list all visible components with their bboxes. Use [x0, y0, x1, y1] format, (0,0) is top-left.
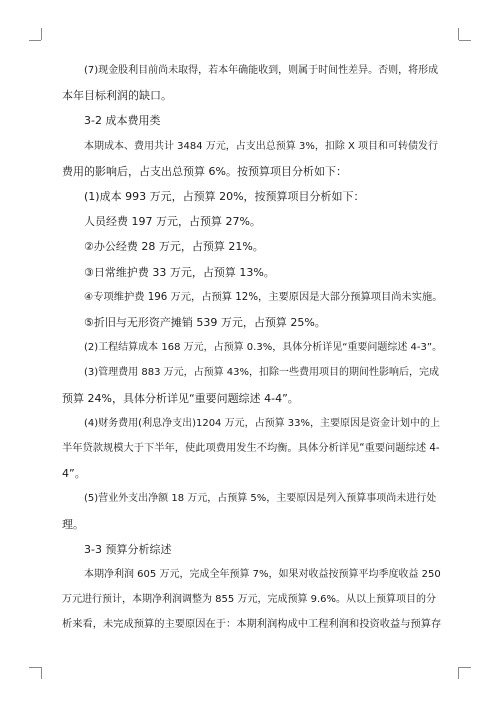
paragraph-line: 本年目标利润的缺口。	[62, 89, 172, 103]
list-item: (1)成本 993 万元，占预算 20%，按预算项目分析如下：	[84, 190, 365, 204]
section-heading: 3-2 成本费用类	[84, 114, 161, 128]
list-item: ④专项维护费 196 万元，占预算 12%，主要原因是大部分预算项目尚未实施。	[84, 290, 443, 303]
document-body	[62, 58, 443, 638]
crop-mark-top-left-v	[41, 28, 42, 40]
list-item: (2)工程结算成本 168 万元，占预算 0.3%，具体分析详见“重要问题综述 4-3”。	[84, 342, 443, 354]
paragraph-line: 费用的影响后，占支出总预算 6%。按预算项目分析如下：	[62, 164, 347, 178]
paragraph-line: 本期成本、费用共计 3484 万元，占支出总预算 3%，扣除 X 项目和可转债发行	[84, 140, 439, 152]
paragraph-line: 析来看，未完成预算的主要原因在于：本期利润构成中工程利润和投资收益与预算存	[62, 618, 442, 631]
paragraph-line: 预算 24%，具体分析详见“重要问题综述 4-4”。	[62, 391, 299, 405]
paragraph-line: 万元进行预计，本期净利润调整为 855 万元，完成预算 9.6%。从以上预算项目的分	[62, 594, 437, 606]
list-item: ⑤折旧与无形资产摊销 539 万元，占预算 25%。	[84, 316, 326, 330]
paragraph-line: (7)现金股利目前尚未取得，若本年确能收到，则属于时间性差异。否则，将形成	[84, 65, 439, 76]
crop-mark-top-right-h	[459, 40, 471, 41]
list-item: ②办公经费 28 万元，占预算 21%。	[84, 240, 264, 254]
paragraph-line: 本期净利润 605 万元，完成全年预算 7%，如果对收益按预算平均季度收益 250	[84, 569, 441, 581]
list-item: (5)营业外支出净额 18 万元，占预算 5%，主要原因是列入预算事项尚未进行处	[84, 493, 437, 505]
list-item: 人员经费 197 万元，占预算 27%。	[84, 215, 261, 229]
paragraph-line: 4”。	[62, 467, 86, 481]
list-item: ③日常维护费 33 万元，占预算 13%。	[84, 265, 275, 279]
crop-mark-bottom-left-h	[29, 667, 41, 668]
paragraph-line: 理。	[62, 517, 84, 531]
crop-mark-bottom-left-v	[41, 667, 42, 679]
crop-mark-top-right-v	[458, 28, 459, 40]
crop-mark-top-left-h	[29, 40, 41, 41]
crop-mark-bottom-right-h	[459, 667, 471, 668]
crop-mark-bottom-right-v	[458, 667, 459, 679]
list-item: (3)管理费用 883 万元，占预算 43%，扣除一些费用项目的期间性影响后，完成	[84, 367, 440, 379]
paragraph-line: 半年贷款规模大于下半年，使此项费用发生不均衡。具体分析详见“重要问题综述 4-	[62, 442, 440, 455]
list-item: (4)财务费用(利息净支出)1204 万元，占预算 33%，主要原因是资金计划中的上	[84, 417, 441, 429]
section-heading: 3-3 预算分析综述	[84, 542, 172, 556]
